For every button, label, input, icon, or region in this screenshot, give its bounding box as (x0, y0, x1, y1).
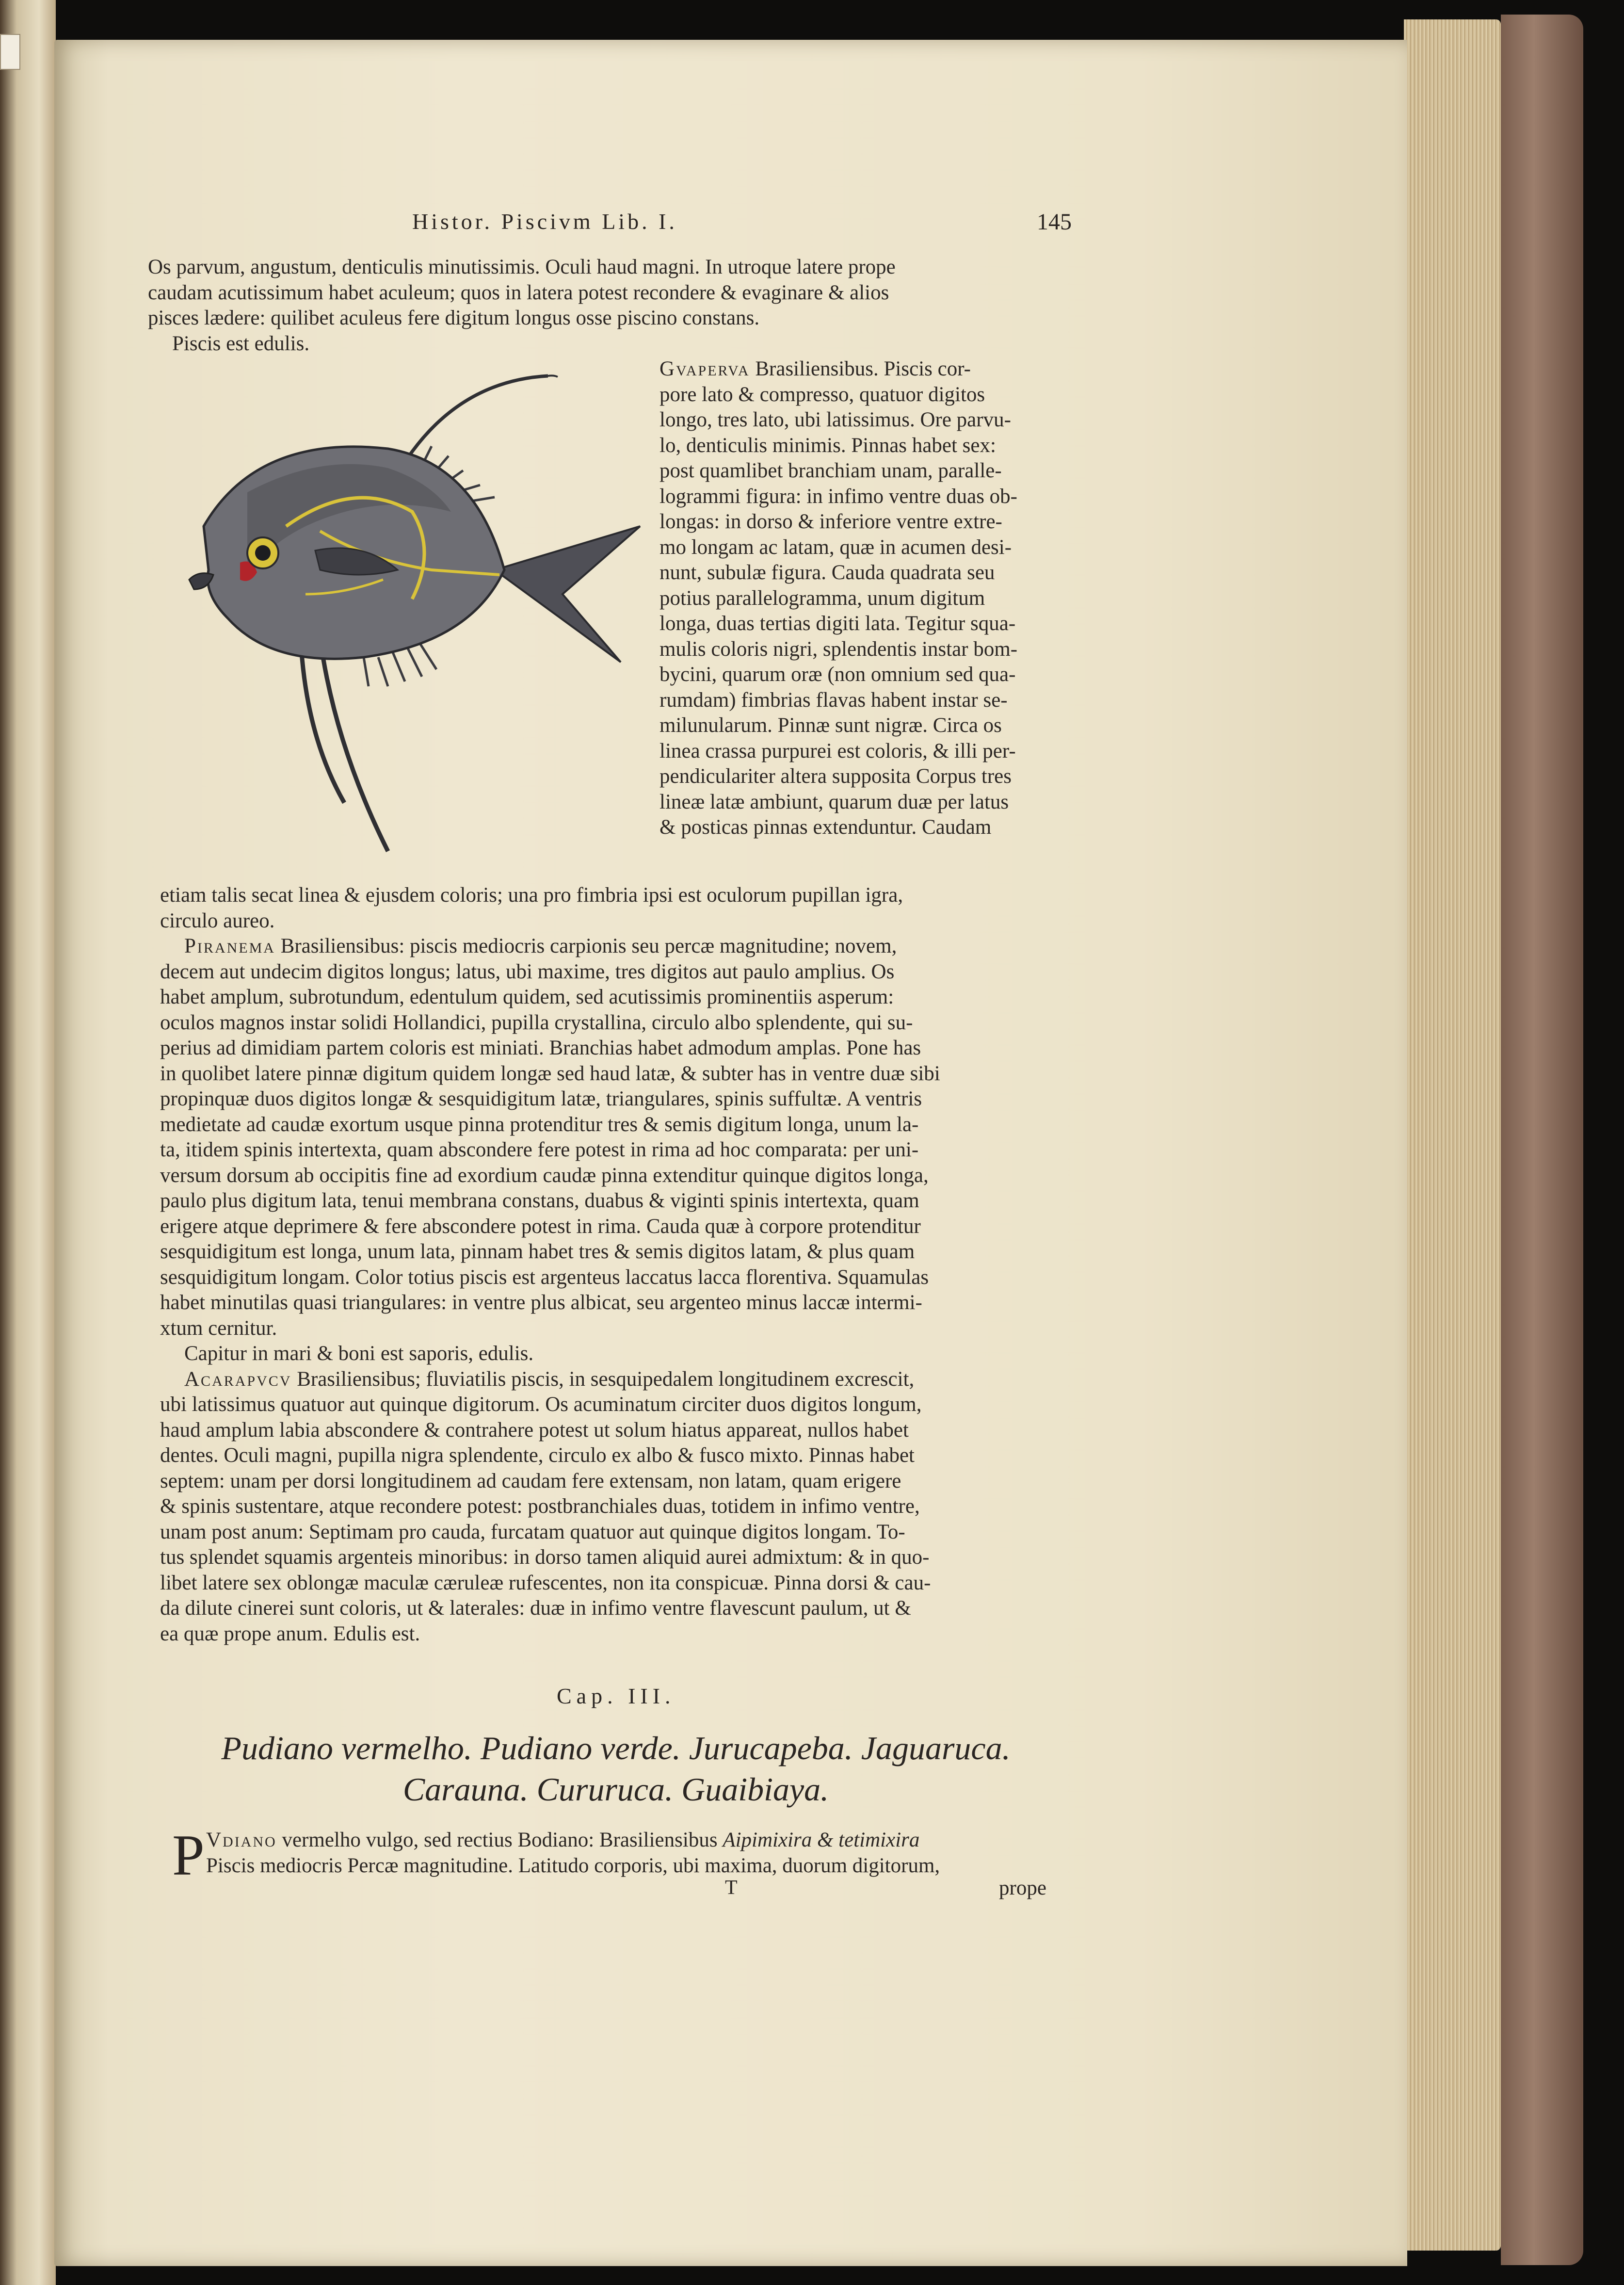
text-line: paulo plus digitum lata, tenui membrana constans, duabus & viginti spinis intertexta, quam (160, 1189, 919, 1212)
text-line: ta, itidem spinis intertexta, quam abscondere fere potest in rima ad hoc comparata: per uni- (160, 1138, 919, 1161)
main-text-block (160, 883, 940, 1647)
text-line: longas: in dorso & inferiore ventre extre- (659, 510, 1002, 533)
text-line: versum dorsum ab occipitis fine ad exordium caudæ pinna extenditur quinque digitos longa, (160, 1164, 929, 1187)
text-line: ubi latissimus quatuor aut quinque digitorum. Os acuminatum circiter duos digitos longum, (160, 1393, 922, 1416)
text-line: caudam acutissimum habet aculeum; quos in latera potest recondere & evaginare & alios (148, 281, 889, 304)
drop-cap: P (172, 1823, 205, 1887)
text-line: mo longam ac latam, quæ in acumen desi- (659, 535, 1012, 559)
text-line: linea crassa purpurei est coloris, & illi per- (659, 739, 1016, 762)
text-line: Brasiliensibus; fluviatilis piscis, in sesquipedalem longitudinem excrescit, (297, 1367, 915, 1391)
text-line: longo, tres lato, ubi latissimus. Ore parvu- (659, 408, 1011, 431)
catchword: prope (999, 1877, 1046, 1899)
chapter-subtitle: Pudiano vermelho. Pudiano verde. Jurucapeba. Jaguaruca. (221, 1730, 1011, 1766)
text-line: perius ad dimidiam partem coloris est miniati. Branchias habet admodum amplas. Pone has (160, 1037, 921, 1059)
intro-block (148, 255, 896, 357)
book-cover-edge (1501, 15, 1583, 2265)
text-line: sesquidigitum est longa, unum lata, pinnam habet tres & semis digitos latam, & plus quam (160, 1240, 915, 1263)
text-line: rumdam) fimbrias flavas habent instar se- (659, 688, 1008, 712)
text-line: post quamlibet branchiam unam, paralle- (659, 459, 1002, 482)
text-line: medietate ad caudæ exortum usque pinna protenditur tres & semis digitum longa, unum la- (160, 1113, 919, 1136)
pudiano-paragraph (206, 1828, 940, 1879)
text-line: ea quæ prope anum. Edulis est. (160, 1622, 420, 1645)
text-line: sesquidigitum longam. Color totius piscis est argenteus laccatus lacca florentiva. Squamulas (160, 1265, 929, 1289)
text-line: mulis coloris nigri, splendentis instar bom- (659, 637, 1018, 661)
text-line: da dilute cinerei sunt coloris, ut & laterales: duæ in infimo ventre flavescunt paulum, ut & (160, 1597, 911, 1620)
text-line: nunt, subulæ figura. Cauda quadrata seu (659, 561, 995, 584)
text-line: propinquæ duos digitos longæ & sesquidigitum latæ, triangulares, spinis suffultæ. A ventris (160, 1087, 922, 1110)
chapter-heading: Cap. III. (557, 1684, 675, 1708)
text-line: longa, duas tertias digiti lata. Tegitur squa- (659, 612, 1016, 635)
text-line: etiam talis secat linea & ejusdem coloris; una pro fimbria ipsi est oculorum pupillan igra, (160, 884, 903, 907)
text-line: Piscis mediocris Percæ magnitudine. Latitudo corporis, ubi maxima, duorum digitorum, (206, 1854, 940, 1877)
text-line: habet minutilas quasi triangulares: in ventre plus albicat, seu argenteo minus laccæ intermi- (160, 1291, 922, 1314)
text-line: Capitur in mari & boni est saporis, edulis. (184, 1342, 534, 1365)
text-line: Piscis est edulis. (172, 332, 310, 355)
text-line: & spinis sustentare, atque recondere potest: postbranchiales duas, totidem in infimo ventre, (160, 1495, 920, 1518)
text-line: Os parvum, angustum, denticulis minutissimis. Oculi haud magni. In utroque latere prope (148, 256, 896, 278)
pelvic-filament (320, 638, 388, 851)
text-line: lo, denticulis minimis. Pinnas habet sex: (659, 434, 996, 457)
species-label-acarapucu: Acarapvcv (184, 1367, 292, 1391)
text-line: decem aut undecim digitos longus; latus, ubi maxime, tres digitos aut paulo amplius. Os (160, 960, 895, 983)
text-line: septem: unam per dorsi longitudinem ad caudam fere extensam, non latam, quam erigere (160, 1469, 901, 1492)
text-line: vermelho vulgo, sed rectius Bodiano: Brasiliensibus (282, 1829, 718, 1851)
text-line: lineæ latæ ambiunt, quarum duæ per latus (659, 790, 1009, 813)
text-line: erigere atque deprimere & fere abscondere potest in rima. Cauda quæ à corpore protenditur (160, 1215, 921, 1238)
guaperva-column (659, 357, 1017, 841)
text-line: xtum cernitur. (160, 1316, 277, 1340)
text-line: & posticas pinnas extenduntur. Caudam (659, 816, 992, 839)
species-label-guaperva: Gvaperva (659, 357, 750, 380)
text-line: pore lato & compresso, quatuor digitos (659, 383, 985, 406)
left-page-edge (0, 0, 56, 2285)
guaperva-fish-illustration (160, 366, 645, 880)
text-line: tus splendet squamis argenteis minoribus: in dorso tamen aliquid aurei admixtum: & in quo- (160, 1546, 930, 1569)
text-line: in quolibet latere pinnæ digitum quidem longæ sed haud latæ, & subter has in ventre duæ sibi (160, 1062, 940, 1085)
page-number: 145 (1037, 209, 1072, 235)
text-line: circulo aureo. (160, 909, 275, 932)
chapter-subtitle: Carauna. Cururuca. Guaibiaya. (402, 1771, 829, 1808)
text-line: pisces lædere: quilibet aculeus fere digitum longus osse piscino constans. (148, 307, 760, 329)
dorsal-filament (407, 376, 548, 458)
text-line: unam post anum: Septimam pro cauda, furcatam quatuor aut quinque digitos longam. To- (160, 1520, 905, 1543)
species-label-piranema: Piranema (184, 935, 275, 957)
text-line: bycini, quarum oræ (non omnium sed qua- (659, 663, 1016, 686)
italic-species-names: Aipimixira & tetimixira (723, 1829, 920, 1851)
page-stack-edges (1404, 19, 1501, 2251)
species-label-pudiano: Vdiano (206, 1829, 277, 1851)
text-line: milunularum. Pinnæ sunt nigræ. Circa os (659, 714, 1002, 737)
tail-fin (495, 526, 640, 662)
text-line: habet amplum, subrotundum, edentulum quidem, sed acutissimis prominentiis asperum: (160, 986, 894, 1008)
text-line: libet latere sex oblongæ maculæ cæruleæ rufescentes, non ita conspicuæ. Pinna dorsi & cau- (160, 1571, 931, 1594)
text-line: Brasiliensibus. Piscis cor- (755, 357, 971, 380)
text-line: Brasiliensibus: piscis mediocris carpionis seu percæ magnitudine; novem, (280, 935, 897, 957)
text-line: dentes. Oculi magni, pupilla nigra splendente, circulo ex albo & fusco mixto. Pinnas habet (160, 1444, 915, 1467)
text-line: potius parallelogramma, unum digitum (659, 586, 985, 610)
page-tab (0, 34, 20, 70)
running-header: Histor. Piscivm Lib. I. (412, 209, 677, 234)
text-line: pendiculariter altera supposita Corpus tres (659, 765, 1012, 788)
text-line: logrammi figura: in infimo ventre duas ob- (659, 485, 1017, 508)
text-line: oculos magnos instar solidi Hollandici, pupilla crystallina, circulo albo splendente, qui su- (160, 1011, 913, 1034)
text-line: haud amplum labia abscondere & contrahere potest ut solum hiatus appareat, nullos habet (160, 1418, 909, 1442)
signature-mark: T (725, 1877, 738, 1899)
